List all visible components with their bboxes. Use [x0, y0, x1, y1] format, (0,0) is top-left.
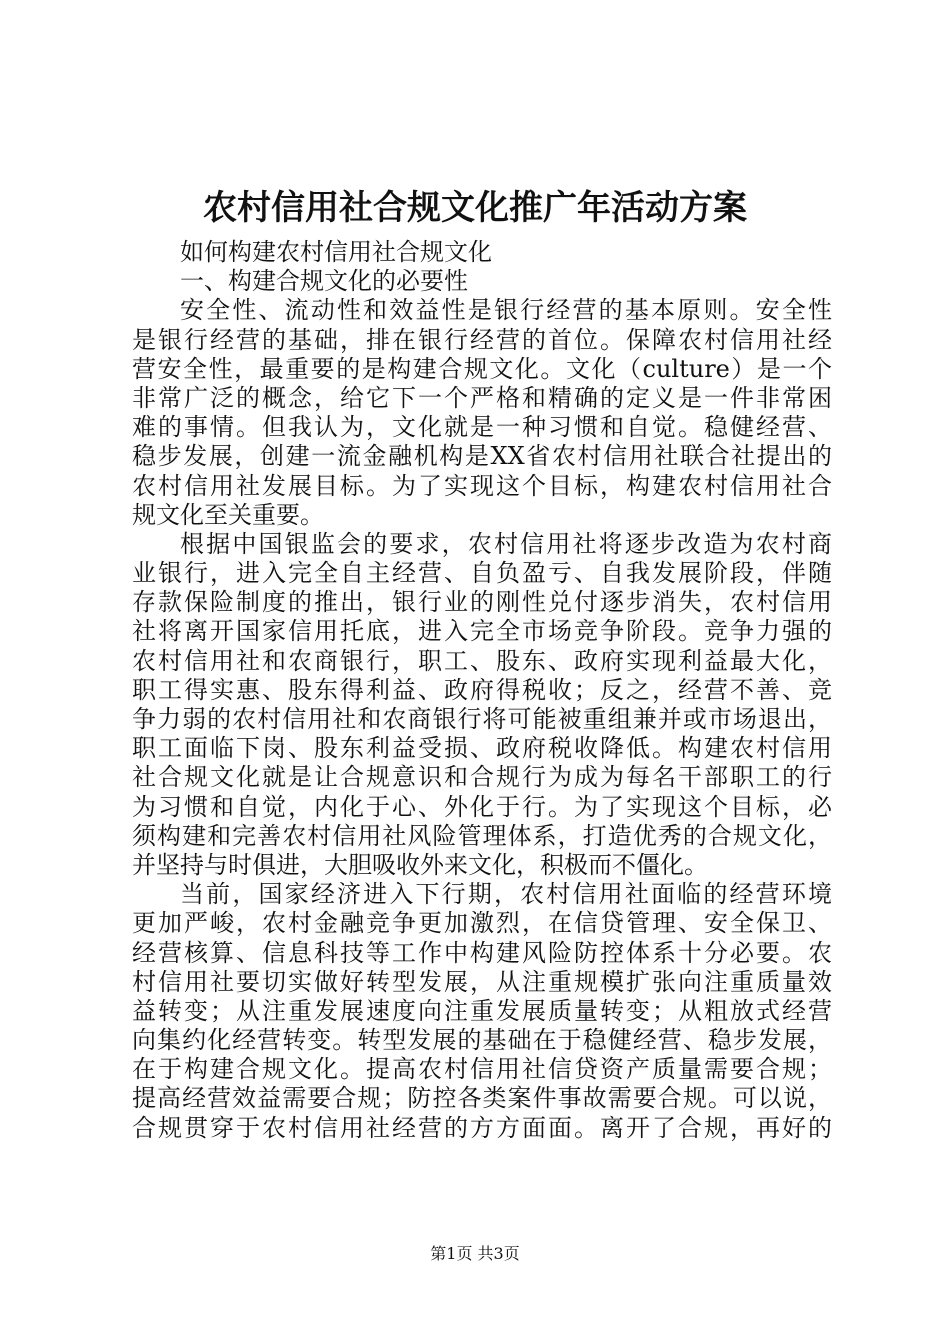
text-line: 存款保险制度的推出，银行业的刚性兑付逐步消失，农村信用 — [132, 588, 832, 617]
text-line: 为习惯和自觉，内化于心、外化于行。为了实现这个目标，必 — [132, 792, 832, 821]
text-line: 农村信用社发展目标。为了实现这个目标，构建农村信用社合 — [132, 471, 832, 500]
text-line: 经营核算、信息科技等工作中构建风险防控体系十分必要。农 — [132, 938, 832, 967]
text-line: 在于构建合规文化。提高农村信用社信贷资产质量需要合规； — [132, 1055, 832, 1084]
text-line: 村信用社要切实做好转型发展，从注重规模扩张向注重质量效 — [132, 967, 832, 996]
text-line: 向集约化经营转变。转型发展的基础在于稳健经营、稳步发展， — [132, 1026, 832, 1055]
document-body — [132, 238, 832, 1143]
page-number-footer: 第1页 共3页 — [430, 1244, 520, 1263]
text-line: 争力弱的农村信用社和农商银行将可能被重组兼并或市场退出， — [132, 705, 832, 733]
document-title: 农村信用社合规文化推广年活动方案 — [203, 188, 747, 228]
text-line: 社合规文化就是让合规意识和合规行为成为每名干部职工的行 — [132, 763, 832, 792]
paragraph-1 — [132, 296, 832, 530]
text-line: 稳步发展，创建一流金融机构是XX省农村信用社联合社提出的 — [132, 442, 832, 471]
text-line: 规文化至关重要。 — [132, 500, 324, 529]
text-line: 非常广泛的概念，给它下一个严格和精确的定义是一件非常困 — [132, 383, 832, 412]
text-line: 益转变；从注重发展速度向注重发展质量转变；从粗放式经营 — [132, 996, 832, 1025]
text-line: 业银行，进入完全自主经营、自负盈亏、自我发展阶段，伴随 — [132, 559, 832, 588]
text-line: 合规贯穿于农村信用社经营的方方面面。离开了合规，再好的 — [132, 1113, 832, 1142]
document-subtitle: 如何构建农村信用社合规文化 — [180, 238, 492, 266]
text-line: 职工面临下岗、股东利益受损、政府税收降低。构建农村信用 — [132, 734, 832, 763]
text-line: 农村信用社和农商银行，职工、股东、政府实现利益最大化， — [132, 646, 832, 675]
text-line: 更加严峻，农村金融竞争更加激烈，在信贷管理、安全保卫、 — [132, 909, 832, 938]
text-line: 难的事情。但我认为，文化就是一种习惯和自觉。稳健经营、 — [132, 413, 832, 442]
paragraph-2 — [132, 530, 832, 880]
paragraph-3 — [132, 880, 832, 1143]
text-line: 职工得实惠、股东得利益、政府得税收；反之，经营不善、竞 — [132, 675, 832, 704]
text-line: 营安全性，最重要的是构建合规文化。文化（culture）是一个 — [132, 354, 832, 383]
text-line: 安全性、流动性和效益性是银行经营的基本原则。安全性 — [180, 296, 832, 325]
text-line: 提高经营效益需要合规；防控各类案件事故需要合规。可以说， — [132, 1084, 832, 1113]
text-line: 社将离开国家信用托底，进入完全市场竞争阶段。竞争力强的 — [132, 617, 832, 646]
text-line: 根据中国银监会的要求，农村信用社将逐步改造为农村商 — [180, 529, 832, 558]
text-line: 须构建和完善农村信用社风险管理体系，打造优秀的合规文化， — [132, 821, 832, 850]
text-line: 是银行经营的基础，排在银行经营的首位。保障农村信用社经 — [132, 325, 832, 354]
section-heading: 一、构建合规文化的必要性 — [180, 267, 468, 296]
text-line: 当前，国家经济进入下行期，农村信用社面临的经营环境 — [180, 880, 832, 909]
text-line: 并坚持与时俱进，大胆吸收外来文化，积极而不僵化。 — [132, 850, 708, 879]
